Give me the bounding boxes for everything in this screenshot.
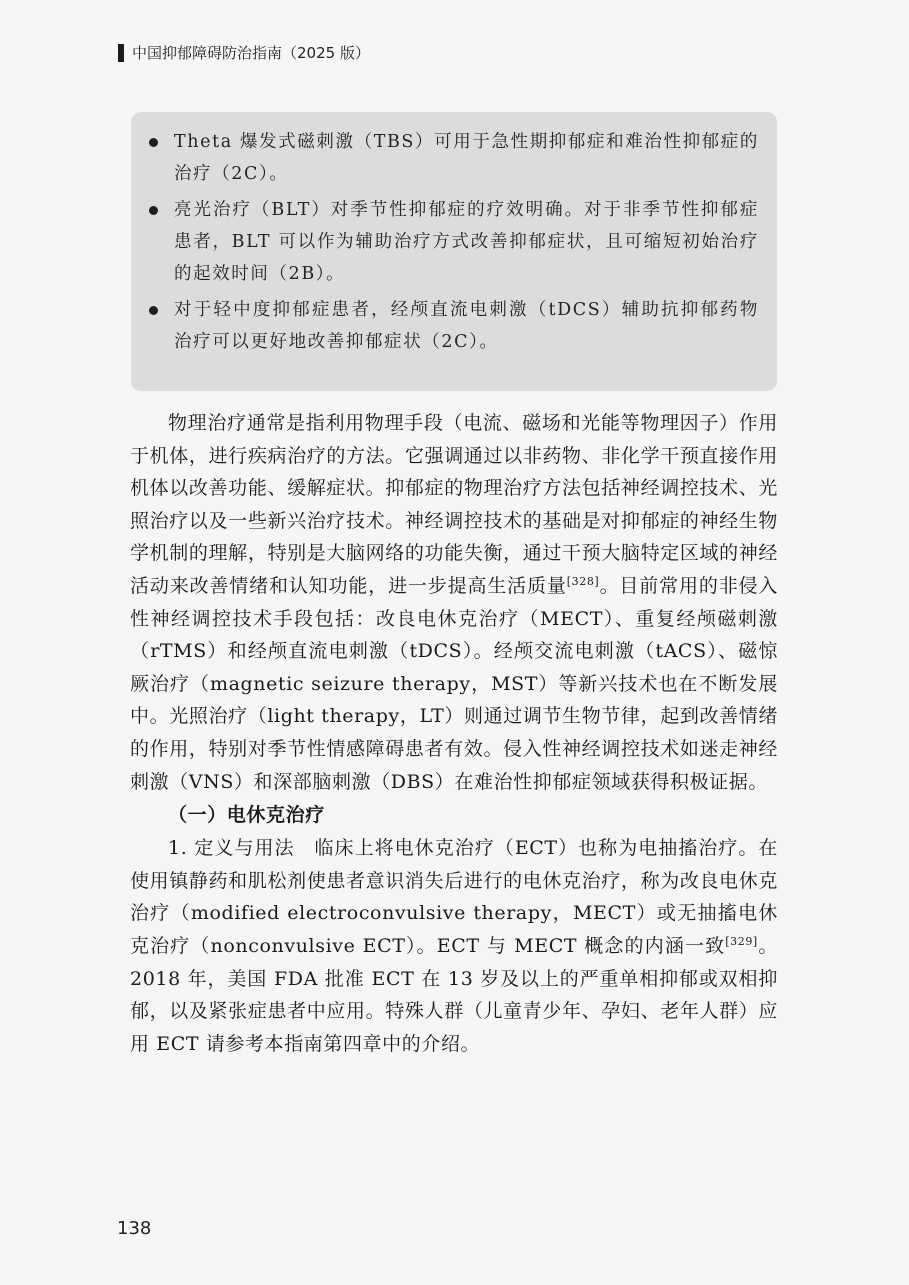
header-title: 中国抑郁障碍防治指南（2025 版） <box>132 44 370 62</box>
citation-ref: [329] <box>725 934 758 948</box>
definition-paragraph <box>130 832 778 1060</box>
bullet-icon <box>149 206 158 215</box>
body-text <box>130 407 778 1060</box>
recommendation-text: 亮光治疗（BLT）对季节性抑郁症的疗效明确。对于非季节性抑郁症患者，BLT 可以作为辅助治疗方式改善抑郁症状，且可缩短初始治疗的起效时间（2B）。 <box>174 200 759 284</box>
bullet-icon <box>149 306 158 315</box>
definition-text-part2: 。2018 年，美国 FDA 批准 ECT 在 13 岁及以上的严重单相抑郁或双相抑郁，以及紧张症患者中应用。特殊人群（儿童青少年、孕妇、老年人群）应用 ECT 请参考本指南第四章中的介绍。 <box>130 934 778 1055</box>
header-bar-mark <box>118 44 124 62</box>
citation-ref: [328] <box>566 574 600 588</box>
recommendation-item <box>145 126 759 190</box>
recommendation-box <box>131 112 777 391</box>
intro-paragraph <box>130 407 778 798</box>
bullet-icon <box>149 138 158 147</box>
recommendation-text: Theta 爆发式磁刺激（TBS）可用于急性期抑郁症和难治性抑郁症的治疗（2C）。 <box>174 132 759 184</box>
intro-text-part1: 物理治疗通常是指利用物理手段（电流、磁场和光能等物理因子）作用于机体，进行疾病治疗的方法。它强调通过以非药物、非化学干预直接作用机体以改善功能、缓解症状。抑郁症的物理治疗方法包括神经调控技术、光照治疗以及一些新兴治疗技术。神经调控技术的基础是对抑郁症的神经生物学机制的理解，特别是大脑网络的功能失衡，通过干预大脑特定区域的神经活动来改善情绪和认知功能，进一步提高生活质量 <box>130 412 778 597</box>
recommendation-item <box>145 294 759 358</box>
page-number: 138 <box>117 1218 152 1239</box>
recommendation-text: 对于轻中度抑郁症患者，经颅直流电刺激（tDCS）辅助抗抑郁药物治疗可以更好地改善抑郁症状（2C）。 <box>174 300 759 352</box>
recommendation-item <box>145 194 759 290</box>
intro-text-part2: 。目前常用的非侵入性神经调控技术手段包括：改良电休克治疗（MECT）、重复经颅磁刺激（rTMS）和经颅直流电刺激（tDCS）。经颅交流电刺激（tACS）、磁惊厥治疗（magnetic seizure therapy，MST）等新兴技术也在不断发展中。光照治疗（light therapy，LT）则通过调节生物节律，起到改善情绪的作用，特别对季节性情感障碍患者有效。侵入性神经调控技术如迷走神经刺激（VNS）和深部脑刺激（DBS）在难治性抑郁症领域获得积极证据。 <box>130 574 778 793</box>
running-header <box>118 42 370 63</box>
section-heading: （一）电休克治疗 <box>168 804 325 827</box>
definition-text-part1: 1. 定义与用法 临床上将电休克治疗（ECT）也称为电抽搐治疗。在使用镇静药和肌松剂使患者意识消失后进行的电休克治疗，称为改良电休克治疗（modified electroconvulsive therapy，MECT）或无抽搐电休克治疗（nonconvulsive ECT）。ECT 与 MECT 概念的内涵一致 <box>130 837 778 957</box>
